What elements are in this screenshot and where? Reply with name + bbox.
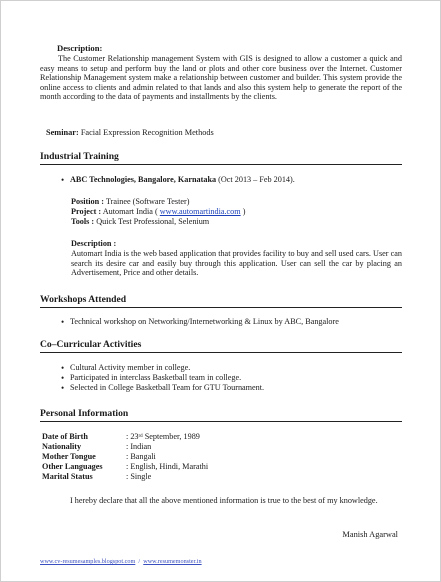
personal-row-marital-status (42, 472, 151, 482)
section-divider (40, 307, 402, 308)
project-close: ) (242, 207, 246, 216)
personal-key: Other Languages (42, 462, 103, 471)
personal-row-dob (42, 432, 200, 442)
workshops-list (61, 317, 339, 327)
dob-rest: September, 1989 (142, 432, 200, 441)
footer-link-cv-samples[interactable]: www.cv-resumesamples.blogspot.com (40, 558, 136, 565)
declaration-text: I hereby declare that all the above mentioned information is true to the best of my knowledge. (70, 496, 378, 505)
footer-links (40, 558, 202, 565)
personal-key: Marital Status (42, 472, 93, 481)
personal-row-nationality (42, 442, 151, 452)
list-item: • Technical workshop on Networking/Internetworking & Linux by ABC, Bangalore (61, 317, 339, 327)
training-period: (Oct 2013 – Feb 2014). (218, 175, 295, 184)
personal-value: : Bangali (126, 452, 156, 461)
tools-label: Tools : (71, 217, 95, 226)
list-item (61, 175, 295, 185)
training-description-label: Description : (71, 239, 117, 248)
co-curricular-list (61, 363, 264, 394)
industrial-training-list (61, 175, 295, 185)
footer-link-resume-monster[interactable]: www.resumemonster.in (143, 558, 202, 565)
position-label: Position : (71, 197, 104, 206)
section-heading-co-curricular: Co–Curricular Activities (40, 339, 142, 350)
section-divider (40, 164, 402, 165)
list-item: • Cultural Activity member in college. (61, 363, 264, 373)
seminar-value: Facial Expression Recognition Methods (80, 128, 214, 137)
project-name: Automart India ( (102, 207, 158, 216)
project-description-label: Description: (57, 43, 103, 53)
personal-value: : 23 (126, 432, 139, 441)
project-line (71, 207, 245, 216)
personal-key: Date of Birth (42, 432, 88, 441)
personal-row-mother-tongue (42, 452, 156, 462)
personal-value: : Indian (126, 442, 152, 451)
training-description-text: Automart India is the web based application that provides facility to buy and sell used cars. User can search its desire car and easily buy through this application. User can sell the car by placing an Advertisement, Price and other details. (71, 249, 402, 278)
company-name: ABC Technologies, Bangalore, Karnataka (70, 175, 217, 184)
list-item: • Selected in College Basketball Team for GTU Tournament. (61, 383, 264, 393)
project-description-text: The Customer Relationship management System with GIS is designed to allow a customer a quick and easy means to setup and perform buy the land or plots and other core business over the Internet. Customer Relationship Management system make a relationship between customer and builder. This system provide the online access to clients and admin related to that lands and also this system help to generate the report of the month according to the data of payments and installments by the clients. (40, 54, 402, 102)
training-description-label-wrap (71, 239, 116, 248)
personal-key: Nationality (42, 442, 82, 451)
personal-row-other-languages (42, 462, 208, 472)
project-label: Project : (71, 207, 102, 216)
personal-value: : English, Hindi, Marathi (126, 462, 209, 471)
position-line (71, 197, 189, 206)
project-link[interactable]: www.automartindia.com (159, 207, 241, 216)
dob-suffix: rd (138, 434, 143, 439)
section-divider (40, 421, 402, 422)
section-heading-workshops: Workshops Attended (40, 294, 127, 305)
signature-name: Manish Agarwal (342, 530, 398, 539)
tools-line (71, 217, 209, 226)
list-item: • Participated in interclass Basketball team in college. (61, 373, 264, 383)
section-heading-personal-information: Personal Information (40, 408, 129, 419)
section-heading-industrial-training: Industrial Training (40, 151, 119, 162)
seminar-label: Seminar: (46, 128, 79, 137)
footer-separator: / (135, 558, 144, 565)
position-value: Trainee (Software Tester) (105, 197, 190, 206)
seminar-line (46, 128, 214, 137)
tools-value: Quick Test Professional, Selenium (96, 217, 210, 226)
personal-key: Mother Tongue (42, 452, 96, 461)
personal-value: : Single (126, 472, 152, 481)
section-divider (40, 352, 402, 353)
